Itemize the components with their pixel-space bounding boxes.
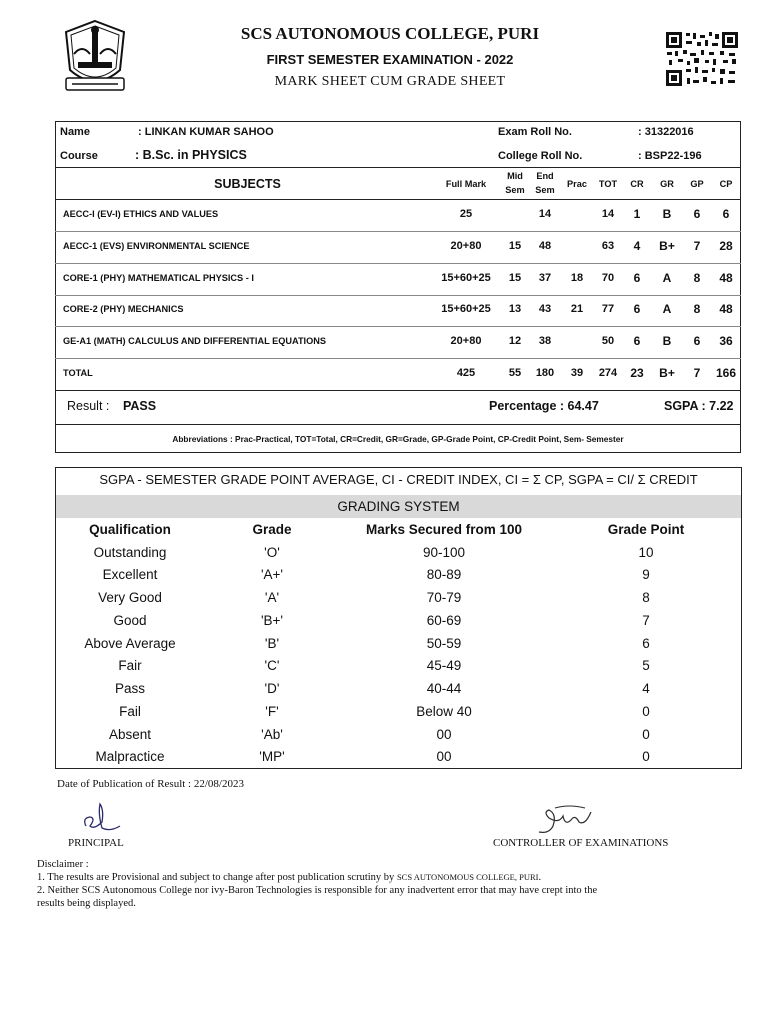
cr: 1	[633, 207, 641, 221]
grade-point: 10	[638, 545, 654, 560]
grade-qualification: Fair	[118, 658, 142, 673]
mid-sem: 13	[508, 303, 522, 315]
grade-letter: 'B'	[264, 636, 280, 651]
name-value: : LINKAN KUMAR SAHOO	[138, 126, 274, 138]
sgpa-formula: SGPA - SEMESTER GRADE POINT AVERAGE, CI - CREDIT INDEX, CI = Σ CP, SGPA = CI/ Σ CREDIT	[99, 472, 698, 487]
col-end-2: Sem	[535, 185, 555, 195]
subject-name: AECC-1 (EVS) ENVIRONMENTAL SCIENCE	[63, 241, 250, 251]
tot: 70	[601, 272, 615, 284]
grade-marks-range: 00	[436, 727, 452, 742]
result-value: PASS	[123, 399, 157, 413]
gp: 8	[693, 302, 701, 316]
disclaimer-line-3: results being displayed.	[37, 898, 136, 909]
grade-letter: 'C'	[264, 658, 280, 673]
grade-point: 0	[642, 749, 650, 764]
end-sem: 38	[538, 335, 552, 347]
grade-letter: 'D'	[264, 681, 280, 696]
cr: 6	[633, 271, 641, 285]
col-cp: CP	[719, 179, 733, 189]
exam-roll-value: : 31322016	[638, 126, 694, 138]
grade-marks-range: 00	[436, 749, 452, 764]
subject-name: GE-A1 (MATH) CALCULUS AND DIFFERENTIAL EQUATIONS	[63, 336, 327, 346]
grade-marks-range: 90-100	[422, 545, 466, 560]
end-sem: 43	[538, 303, 552, 315]
divider	[55, 295, 741, 296]
cp: 48	[719, 302, 733, 316]
divider	[55, 199, 741, 200]
divider	[55, 358, 741, 359]
mid-sem: 12	[508, 335, 522, 347]
qr-code-icon	[665, 31, 739, 87]
grade-marks-range: 45-49	[426, 658, 462, 673]
grade-qualification: Absent	[108, 727, 152, 742]
divider	[55, 263, 741, 264]
col-mid-2: Sem	[505, 185, 525, 195]
grade-letter: 'A'	[264, 590, 280, 605]
col-subjects: SUBJECTS	[214, 177, 281, 191]
full-mark: 15+60+25	[441, 272, 491, 284]
col-qualification: Qualification	[89, 522, 171, 537]
college-name: SCS AUTONOMOUS COLLEGE, PURI	[240, 24, 540, 43]
total-cr: 23	[630, 366, 644, 380]
controller-signature	[535, 802, 595, 836]
full-mark: 20+80	[450, 335, 482, 347]
cp: 6	[722, 207, 730, 221]
course-value: : B.Sc. in PHYSICS	[135, 148, 247, 162]
disclaimer-line-2: 2. Neither SCS Autonomous College nor ivy-Baron Technologies is responsible for any inadvertent error that may have crept into the	[37, 885, 598, 896]
total-prac: 39	[570, 367, 584, 379]
grade-point: 7	[642, 613, 650, 628]
divider	[55, 326, 741, 327]
controller-label: CONTROLLER OF EXAMINATIONS	[493, 837, 669, 849]
col-tot: TOT	[598, 179, 618, 189]
gp: 6	[693, 334, 701, 348]
total-full-mark: 425	[456, 367, 476, 379]
principal-signature	[80, 800, 130, 836]
col-prac: Prac	[567, 179, 587, 189]
gr: A	[662, 271, 672, 285]
grade-point: 4	[642, 681, 650, 696]
disclaimer-period: .	[538, 872, 542, 883]
total-gr: B+	[659, 366, 675, 380]
full-mark: 25	[459, 208, 473, 220]
college-roll-label: College Roll No.	[498, 150, 583, 162]
grade-point: 5	[642, 658, 650, 673]
grade-qualification: Excellent	[102, 567, 158, 582]
grade-letter: 'Ab'	[261, 727, 283, 742]
grade-point: 0	[642, 704, 650, 719]
col-end-1: End	[536, 171, 554, 181]
gp: 8	[693, 271, 701, 285]
publication-date: Date of Publication of Result : 22/08/2023	[57, 778, 244, 790]
college-crest-icon	[60, 18, 130, 96]
grade-marks-range: 40-44	[426, 681, 462, 696]
col-marks: Marks Secured from 100	[365, 522, 523, 537]
disclaimer-line-1	[37, 872, 541, 883]
end-sem: 37	[538, 272, 552, 284]
col-gr: GR	[660, 179, 674, 189]
marks-sheet-box	[55, 121, 741, 453]
divider	[55, 231, 741, 232]
grade-qualification: Pass	[114, 681, 145, 696]
grade-letter: 'B+'	[260, 613, 284, 628]
total-end-sem: 180	[535, 367, 555, 379]
col-cr: CR	[630, 179, 644, 189]
tot: 14	[601, 208, 615, 220]
cr: 6	[633, 334, 641, 348]
college-roll-value: : BSP22-196	[638, 150, 702, 162]
grade-point: 6	[642, 636, 650, 651]
grade-qualification: Fail	[119, 704, 141, 719]
total-label: TOTAL	[63, 368, 93, 378]
disclaimer-text: 1. The results are Provisional and subject to change after post publication scrutiny by	[37, 872, 395, 883]
gp: 6	[693, 207, 701, 221]
grade-qualification: Malpractice	[95, 749, 165, 764]
tot: 63	[601, 240, 615, 252]
col-grade: Grade	[252, 522, 292, 537]
total-tot: 274	[598, 367, 618, 379]
grading-title: GRADING SYSTEM	[337, 499, 460, 514]
exam-title: FIRST SEMESTER EXAMINATION - 2022	[266, 52, 514, 67]
cp: 48	[719, 271, 733, 285]
subject-name: AECC-I (EV-I) ETHICS AND VALUES	[63, 209, 219, 219]
sgpa: SGPA : 7.22	[664, 399, 734, 413]
col-full-mark: Full Mark	[445, 179, 487, 189]
grade-qualification: Very Good	[98, 590, 162, 605]
grade-letter: 'O'	[264, 545, 280, 560]
subject-name: CORE-2 (PHY) MECHANICS	[63, 304, 184, 314]
col-gp: GP	[690, 179, 704, 189]
full-mark: 20+80	[450, 240, 482, 252]
gr: B+	[659, 239, 675, 253]
principal-label: PRINCIPAL	[68, 837, 124, 849]
gr: B	[662, 207, 672, 221]
grade-qualification: Outstanding	[93, 545, 167, 560]
grade-marks-range: Below 40	[416, 704, 472, 719]
exam-roll-label: Exam Roll No.	[498, 126, 572, 138]
cr: 6	[633, 302, 641, 316]
gr: A	[662, 302, 672, 316]
name-label: Name	[60, 126, 90, 138]
grade-marks-range: 50-59	[426, 636, 462, 651]
grade-point: 8	[642, 590, 650, 605]
tot: 77	[601, 303, 615, 315]
col-mid-1: Mid	[507, 171, 523, 181]
divider	[55, 390, 741, 391]
col-grade-point: Grade Point	[607, 522, 685, 537]
mid-sem: 15	[508, 272, 522, 284]
grade-marks-range: 80-89	[426, 567, 462, 582]
result-label: Result :	[67, 399, 110, 413]
gp: 7	[693, 239, 701, 253]
prac: 18	[570, 272, 584, 284]
total-cp: 166	[715, 366, 737, 380]
percentage: Percentage : 64.47	[489, 399, 599, 413]
mid-sem: 15	[508, 240, 522, 252]
grade-marks-range: 60-69	[426, 613, 462, 628]
cp: 36	[719, 334, 733, 348]
grade-point: 9	[642, 567, 650, 582]
divider	[55, 167, 741, 168]
grade-qualification: Above Average	[84, 636, 176, 651]
divider	[55, 424, 741, 425]
cp: 28	[719, 239, 733, 253]
tot: 50	[601, 335, 615, 347]
disclaimer-college: SCS AUTONOMOUS COLLEGE, PURI	[396, 872, 539, 882]
gr: B	[662, 334, 672, 348]
sheet-title: MARK SHEET CUM GRADE SHEET	[274, 74, 506, 89]
end-sem: 48	[538, 240, 552, 252]
grade-marks-range: 70-79	[426, 590, 462, 605]
subject-name: CORE-1 (PHY) MATHEMATICAL PHYSICS - I	[63, 273, 254, 283]
full-mark: 15+60+25	[441, 303, 491, 315]
total-mid-sem: 55	[508, 367, 522, 379]
cr: 4	[633, 239, 641, 253]
abbreviations: Abbreviations : Prac-Practical, TOT=Total, CR=Credit, GR=Grade, GP-Grade Point, CP-Credit Point, Sem- Semester	[172, 434, 624, 444]
grade-letter: 'F'	[265, 704, 279, 719]
grade-point: 0	[642, 727, 650, 742]
grade-letter: 'A+'	[260, 567, 284, 582]
course-label: Course	[60, 150, 98, 162]
end-sem: 14	[538, 208, 552, 220]
grade-letter: 'MP'	[259, 749, 285, 764]
prac: 21	[570, 303, 584, 315]
grade-qualification: Good	[113, 613, 147, 628]
total-gp: 7	[693, 366, 701, 380]
disclaimer-title: Disclaimer :	[37, 859, 89, 870]
